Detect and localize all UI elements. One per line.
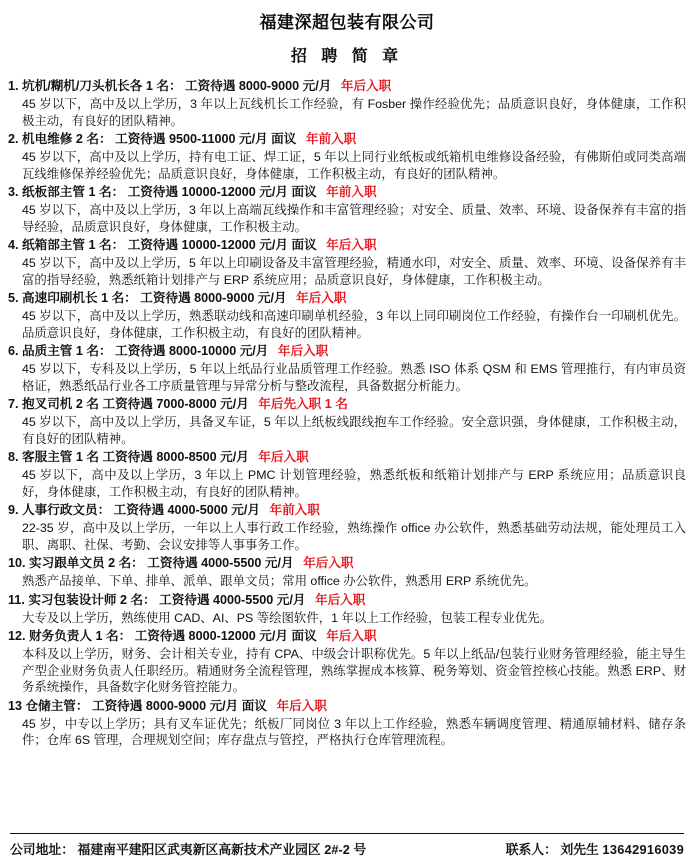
job-tag: 年后入职	[326, 629, 377, 643]
job-item	[8, 449, 686, 500]
job-title: 坑机/糊机/刀头机长各 1 名：	[22, 79, 182, 93]
document-title: 招 聘 简 章	[290, 48, 404, 65]
contact-phone: 13642916039	[602, 842, 684, 857]
job-item	[8, 592, 686, 627]
footer-row	[10, 839, 684, 858]
job-tag: 年后入职	[303, 556, 354, 570]
job-pay: 工资待遇 4000-5500 元/月	[159, 592, 306, 607]
job-item	[8, 78, 686, 129]
job-index: 8.	[8, 450, 19, 464]
job-item	[8, 343, 686, 394]
job-index: 3.	[8, 185, 19, 199]
job-item	[8, 628, 686, 696]
job-title: 机电维修 2 名：	[22, 132, 112, 146]
job-pay: 工资待遇 8000-9000 元/月	[185, 79, 332, 93]
job-description: 大专及以上学历，熟练使用 CAD、AI、PS 等绘图软件，1 年以上工作经验，包装工程专业优先。	[22, 610, 553, 625]
job-title: 高速印刷机长 1 名：	[22, 291, 137, 305]
job-pay: 工资待遇 8000-10000 元/月	[115, 344, 269, 358]
contact-info	[506, 839, 684, 858]
job-title: 品质主管 1 名：	[22, 344, 112, 358]
job-description: 45 岁以下，专科及以上学历，5 年以上纸品行业品质管理工作经验。熟悉 ISO 体系 QSM 和 EMS 管理推行，有内审员资格证，熟悉纸品行业各工序质量管理与异常分析与整改流程，具备数据分析能力。	[22, 362, 686, 393]
job-description: 45 岁，中专以上学历；具有叉车证优先；纸板厂同岗位 3 年以上工作经验，熟悉车辆调度管理、精通原辅材料、储存条件；仓库 6S 管理，合理规划空间；库存盘点与管控，严格执行仓库管理流程。	[22, 716, 687, 747]
job-pay: 工资待遇 10000-12000 元/月 面议	[127, 185, 317, 199]
job-description: 22-35 岁，高中及以上学历，一年以上人事行政工作经验，熟练操作 office 办公软件，熟悉基础劳动法规，能处理员工入职、离职、社保、考勤、会议安排等人事事务工作。	[22, 521, 686, 552]
job-pay: 工资待遇 4000-5000 元/月	[113, 503, 260, 517]
job-index: 6.	[8, 344, 19, 358]
job-tag: 年后入职	[314, 592, 366, 607]
job-tag: 年后入职	[326, 238, 377, 252]
job-heading	[8, 78, 686, 95]
job-index: 2.	[8, 132, 19, 146]
job-index: 1.	[8, 79, 19, 93]
job-index: 11.	[8, 592, 25, 607]
job-heading	[8, 628, 686, 645]
job-tag: 年前入职	[269, 503, 320, 517]
job-item	[8, 237, 686, 288]
job-tag: 年后入职	[258, 450, 309, 464]
job-index: 13	[8, 698, 23, 713]
job-heading	[8, 184, 686, 201]
job-title: 人事行政文员：	[22, 503, 111, 517]
job-heading	[8, 290, 686, 307]
address-label: 公司地址：	[10, 842, 74, 857]
job-title: 实习跟单文员 2 名：	[29, 556, 144, 570]
job-title: 财务负责人 1 名：	[29, 629, 132, 643]
job-title: 纸箱部主管 1 名：	[22, 238, 125, 252]
job-pay: 工资待遇 8000-9000 元/月 面议	[91, 698, 267, 713]
job-pay: 工资待遇 8000-12000 元/月 面议	[134, 629, 317, 643]
job-pay: 工资待遇 4000-5500 元/月	[147, 556, 294, 570]
footer	[0, 833, 694, 858]
contact-label: 联系人：	[505, 842, 557, 857]
job-heading	[8, 449, 686, 466]
job-tag: 年后入职	[340, 79, 392, 93]
job-item	[8, 131, 686, 182]
job-index: 4.	[8, 238, 19, 252]
job-item	[8, 502, 686, 553]
company-address	[10, 839, 366, 858]
job-description: 45 岁以下，高中及以上学历，5 年以上印刷设备及丰富管理经验，精通水印，对安全、质量、效率、环境、设备保养有丰富的指导经验，熟悉纸箱计划排产与 ERP 系统应用；品质意识良好，身体健康，工作积极主动。	[22, 256, 686, 287]
job-pay: 工资待遇 8000-9000 元/月	[140, 291, 287, 305]
job-index: 7.	[8, 397, 19, 411]
contact-name: 刘先生	[560, 842, 599, 857]
job-description: 45 岁以下，高中及以上学历，3 年以上 PMC 计划管理经验，熟悉纸板和纸箱计划排产与 ERP 系统应用；品质意识良好，身体健康，工作积极主动，有良好的团队精神。	[22, 468, 686, 499]
job-pay: 工资待遇 9500-11000 元/月 面议	[115, 132, 297, 146]
job-description: 熟悉产品接单、下单、排单、派单、跟单文员；常用 office 办公软件，熟悉用 ERP 系统优先。	[22, 574, 537, 588]
job-tag: 年后入职	[277, 344, 329, 358]
job-heading	[8, 237, 686, 254]
job-heading	[8, 343, 686, 360]
job-heading	[8, 502, 686, 519]
job-item	[8, 555, 686, 590]
job-tag: 年前入职	[305, 132, 357, 146]
job-description: 本科及以上学历，财务、会计相关专业，持有 CPA、中级会计职称优先。5 年以上纸品/包装行业财务管理经验，能主导生产型企业财务负责人任职经历。精通财务全流程管理，熟练掌握成本核算、税务筹划、资金管控核心技能。熟悉 ERP、财务系统操作，具备数字化财务管控能力。	[22, 647, 686, 694]
company-title: 福建深超包装有限公司	[259, 13, 435, 32]
job-heading	[8, 131, 686, 148]
job-tag: 年后先入职 1 名	[258, 397, 348, 411]
job-description: 45 岁以下，高中及以上学历，3 年以上高端瓦线操作和丰富管理经验；对安全、质量、效率、环境、设备保养有丰富的指导经验，品质意识良好，身体健康，工作积极主动。	[22, 203, 686, 234]
job-tag: 年后入职	[276, 698, 327, 713]
job-pay: 工资待遇 7000-8000 元/月	[102, 397, 249, 411]
job-heading	[8, 592, 686, 609]
job-title: 仓储主管：	[25, 698, 89, 713]
footer-divider	[10, 833, 684, 834]
job-title: 实习包装设计师 2 名：	[28, 592, 156, 607]
job-title: 客服主管 1 名	[22, 450, 99, 464]
job-item	[8, 184, 686, 235]
job-item	[8, 698, 686, 749]
address-value: 福建南平建阳区武夷新区高新技术产业园区 2#-2 号	[77, 842, 367, 857]
job-description: 45 岁以下，高中及以上学历，具备叉车证，5 年以上纸板线跟线抱车工作经验。安全意识强，身体健康，工作积极主动，有良好的团队精神。	[22, 415, 686, 446]
job-title: 抱叉司机 2 名	[22, 397, 99, 411]
job-tag: 年后入职	[296, 291, 347, 305]
job-pay: 工资待遇 10000-12000 元/月 面议	[127, 238, 317, 252]
job-tag: 年前入职	[326, 185, 377, 199]
job-index: 12.	[8, 629, 26, 643]
job-pay: 工资待遇 8000-8500 元/月	[102, 450, 249, 464]
job-index: 10.	[8, 556, 26, 570]
job-index: 9.	[8, 503, 19, 517]
job-description: 45 岁以下，高中及以上学历，3 年以上瓦线机长工作经验，有 Fosber 操作经验优先；品质意识良好，身体健康，工作积极主动，有良好的团队精神。	[22, 97, 686, 128]
job-description: 45 岁以下，高中及以上学历，持有电工证、焊工证，5 年以上同行业纸板或纸箱机电维修设备经验，有佛斯伯或同类高端瓦线维修保养经验优先；品质意识良好，身体健康，工作积极主动，有良好的团队精神。	[22, 150, 686, 181]
job-title: 纸板部主管 1 名：	[22, 185, 125, 199]
job-heading	[8, 698, 686, 715]
job-description: 45 岁以下，高中及以上学历，熟悉联动线和高速印刷单机经验，3 年以上同印刷岗位工作经验，有操作台一印刷机优先。品质意识良好，身体健康，工作积极主动，有良好的团队精神。	[22, 309, 686, 340]
job-item	[8, 396, 686, 447]
job-heading	[8, 555, 686, 572]
job-list	[0, 78, 694, 749]
job-index: 5.	[8, 291, 19, 305]
job-heading	[8, 396, 686, 413]
job-item	[8, 290, 686, 341]
